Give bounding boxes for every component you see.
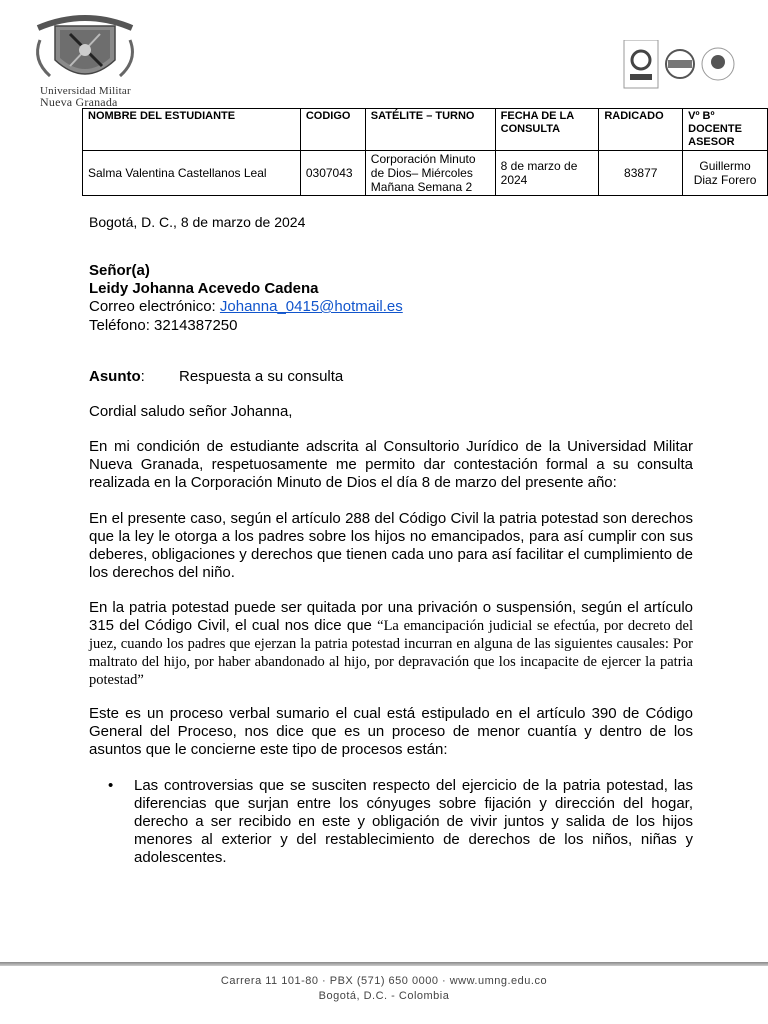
cell-date: 8 de marzo de 2024 [495, 151, 599, 196]
university-name [40, 86, 131, 108]
subject-label: Asunto [89, 368, 141, 385]
logo-line-2: Nueva Granada [40, 95, 118, 109]
subject-text: Respuesta a su consulta [179, 368, 344, 385]
header-advisor: Vº Bº DOCENTE ASESOR [683, 109, 768, 151]
footer-divider [0, 962, 768, 966]
paragraph-3-intro: En la patria potestad puede ser quitada por una privación o suspensión, según el artículo 315 del Código Civil, el cual nos dice que [89, 599, 693, 634]
legal-quote: “La emancipación judicial se efectúa, por decreto del juez, cuando los padres que ejerzan la patria potestad incurran en alguna de las siguientes causales: Por maltrato del hijo, por haber abandonado al hijo, por depravación que los incapacite de ejercer la patria potestad” [89, 618, 693, 688]
paragraph-4: Este es un proceso verbal sumario el cual está estipulado en el artículo 390 de Código General del Proceso, nos dice que es un proceso de menor cuantía y dentro de los asuntos que le concierne este tipo de procesos están: [89, 705, 693, 758]
certification-logos [622, 40, 742, 90]
paragraph-3 [89, 599, 693, 689]
footer-address: Carrera 11 101-80 · PBX (571) 650 0000 · www.umng.edu.co [220, 975, 548, 987]
paragraph-2: En el presente caso, según el artículo 288 del Código Civil la patria potestad son derechos que la ley le otorga a los padres sobre los hijos no emancipados, para así cumplir con sus deberes, obligaciones y derechos que tienen cada uno para así facilitar el cumplimiento de los derechos del niño. [89, 510, 693, 581]
subject-colon: : [140, 368, 145, 385]
email-link[interactable]: Johanna_0415@hotmail.es [219, 298, 403, 315]
recipient-email-line [89, 298, 693, 316]
recipient-name: Leidy Johanna Acevedo Cadena [89, 280, 319, 297]
cell-radicado: 83877 [599, 151, 683, 196]
date-line: Bogotá, D. C., 8 de marzo de 2024 [89, 214, 306, 230]
cell-advisor: Guillermo Diaz Forero [683, 151, 768, 196]
recipient-salutation: Señor(a) [89, 262, 150, 279]
recipient-phone: Teléfono: 3214387250 [89, 317, 238, 334]
header-date: FECHA DE LA CONSULTA [495, 109, 599, 151]
header-code: CODIGO [300, 109, 365, 151]
cell-code: 0307043 [300, 151, 365, 196]
table-header-row [83, 109, 768, 151]
greeting: Cordial saludo señor Johanna, [89, 403, 293, 420]
header-radicado: RADICADO [599, 109, 683, 151]
email-label: Correo electrónico: [89, 298, 220, 315]
student-info-table [82, 108, 768, 196]
table-row [83, 151, 768, 196]
subject-line [89, 368, 693, 386]
logo-line-1: Universidad Militar [40, 85, 131, 97]
bullet-icon: • [108, 777, 114, 794]
cell-student-name: Salma Valentina Castellanos Leal [83, 151, 301, 196]
bullet-text: Las controversias que se susciten respecto del ejercicio de la patria potestad, las diferencias que surjan entre los cónyuges sobre fijación y dirección del hogar, derecho a ser recibido en este y obligación de vivir juntos y salida de los hijos menores al exterior y del restablecimiento de derechos de los niños, niñas y adolescentes. [134, 777, 693, 866]
header-student-name: NOMBRE DEL ESTUDIANTE [83, 109, 301, 151]
bullet-list [108, 777, 693, 867]
footer [0, 974, 768, 1004]
paragraph-1: En mi condición de estudiante adscrita al Consultorio Jurídico de la Universidad Militar Nueva Granada, respetuosamente me permito dar contestación formal a su consulta realizada en la Corporación Minuto de Dios el día 8 de marzo del presente año: [89, 438, 693, 491]
header-satellite: SATÉLITE – TURNO [365, 109, 495, 151]
cell-satellite: Corporación Minuto de Dios– Miércoles Mañana Semana 2 [365, 151, 495, 196]
footer-city: Bogotá, D.C. - Colombia [318, 990, 450, 1002]
list-item [108, 777, 693, 867]
